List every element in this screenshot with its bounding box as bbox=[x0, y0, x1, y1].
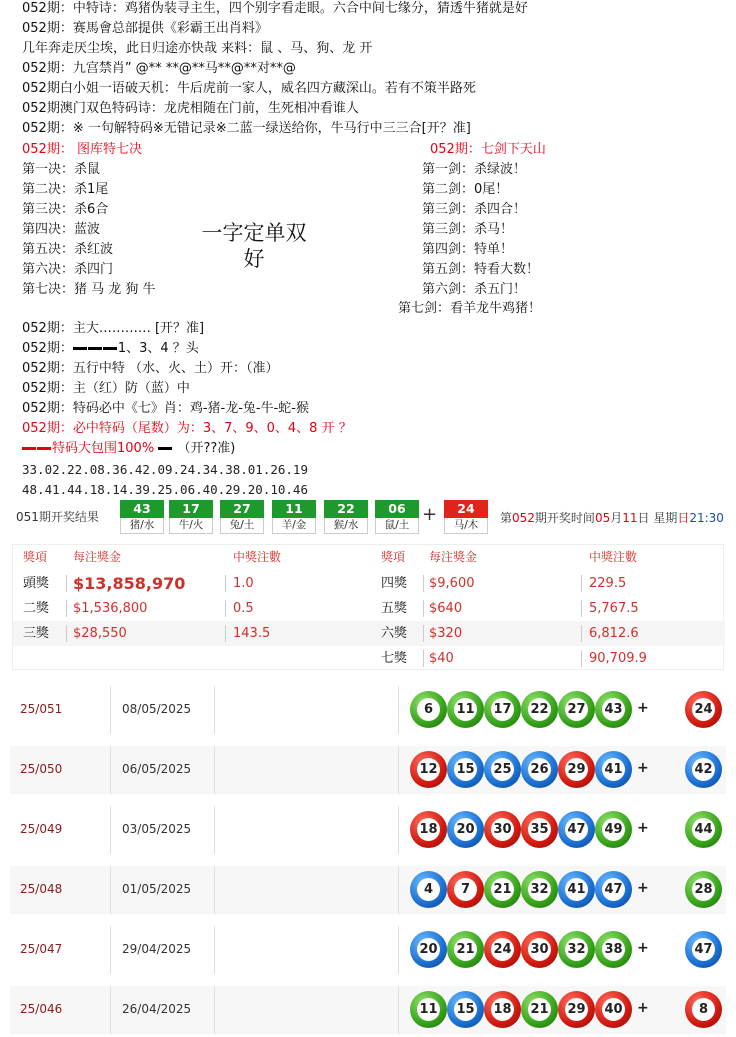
ball-number: 32 bbox=[528, 878, 551, 901]
divider bbox=[423, 625, 424, 642]
list-item: 第六剑：杀五门！ bbox=[422, 282, 527, 297]
list-item: 第三剑：杀四合！ bbox=[422, 202, 527, 217]
draw-date: 03/05/2025 bbox=[122, 822, 192, 836]
lottery-ball bbox=[521, 691, 558, 728]
ball-number: 18 bbox=[491, 998, 514, 1021]
ball-number: 49 bbox=[602, 818, 625, 841]
lottery-ball bbox=[558, 811, 595, 848]
ball-number: 44 bbox=[692, 818, 715, 841]
header-cell: 中獎注數 bbox=[589, 550, 638, 564]
draw-time: 21:30 bbox=[689, 511, 724, 525]
draw-id: 25/049 bbox=[20, 822, 63, 836]
cell: 90,709.9 bbox=[589, 651, 647, 666]
draw-date: 29/04/2025 bbox=[122, 942, 192, 956]
cell: $40 bbox=[429, 651, 454, 666]
ball-number: 11 bbox=[417, 998, 440, 1021]
list-item: 第一决：杀鼠 bbox=[22, 162, 101, 177]
cell: 五獎 bbox=[381, 601, 408, 616]
draw-weekday: 日 bbox=[677, 511, 690, 525]
history-row bbox=[10, 746, 726, 794]
prize-table bbox=[12, 544, 724, 670]
info-line: 052期澳门双色特码诗：龙虎相随在门前，生死相冲看谁人 bbox=[22, 101, 359, 116]
divider bbox=[214, 686, 215, 734]
history-row bbox=[10, 806, 726, 854]
cell: $320 bbox=[429, 626, 463, 641]
ball-zodiac: 马/木 bbox=[444, 518, 488, 534]
ball-number: 21 bbox=[491, 878, 514, 901]
ball-number: 6 bbox=[417, 698, 440, 721]
result-ball bbox=[324, 500, 368, 534]
right-list bbox=[422, 160, 539, 300]
ball-zodiac: 兔/土 bbox=[220, 518, 264, 534]
special-ball bbox=[685, 691, 722, 728]
info-text: 月 bbox=[610, 511, 623, 525]
ball-number: 21 bbox=[528, 998, 551, 1021]
baowei-tail: （开??准) bbox=[177, 441, 236, 456]
lottery-ball bbox=[410, 691, 447, 728]
list-item: 第六决：杀四门 bbox=[22, 262, 114, 277]
lottery-ball bbox=[558, 691, 595, 728]
info-line: 052期白小姐一语破天机：牛后虎前一家人，威名四方藏深山。若有不策半路死 bbox=[22, 81, 476, 96]
ball-number: 15 bbox=[454, 758, 477, 781]
info-line: 052期：※ 一句解特码※无错记录※二蓝一绿送给你，牛马行中三三合[开？准] bbox=[22, 121, 471, 136]
header-cell: 獎項 bbox=[23, 550, 48, 564]
list-item: 第二剑：0尾！ bbox=[422, 182, 509, 197]
draw-date: 01/05/2025 bbox=[122, 882, 192, 896]
cell: 四獎 bbox=[381, 576, 408, 591]
ball-number: 11 bbox=[454, 698, 477, 721]
ball-number: 22 bbox=[324, 500, 368, 518]
plus-sign: + bbox=[637, 820, 649, 836]
lottery-ball bbox=[595, 931, 632, 968]
table-header bbox=[13, 545, 725, 570]
info-text: 期开奖时间 bbox=[534, 511, 595, 525]
list-item: 第三剑：杀马！ bbox=[422, 222, 514, 237]
ball-number: 32 bbox=[565, 938, 588, 961]
draw-id: 25/050 bbox=[20, 762, 63, 776]
cell: $1,536,800 bbox=[73, 601, 148, 616]
cell: 頭獎 bbox=[23, 576, 50, 591]
ball-zodiac: 牛/火 bbox=[169, 518, 213, 534]
divider bbox=[110, 866, 111, 914]
list-item: 第五剑：特看大数！ bbox=[422, 262, 540, 277]
divider bbox=[214, 986, 215, 1034]
divider bbox=[66, 575, 67, 592]
lottery-ball bbox=[558, 751, 595, 788]
special-ball bbox=[685, 991, 722, 1028]
ball-number: 30 bbox=[491, 818, 514, 841]
left-title: 052期： 图库特七决 bbox=[22, 142, 142, 157]
lottery-ball bbox=[521, 871, 558, 908]
ball-number: 27 bbox=[565, 698, 588, 721]
lottery-ball bbox=[410, 811, 447, 848]
ball-number: 35 bbox=[528, 818, 551, 841]
special-ball bbox=[685, 871, 722, 908]
info-line bbox=[22, 340, 199, 358]
lottery-ball bbox=[595, 871, 632, 908]
ball-number: 24 bbox=[444, 500, 488, 518]
result-ball bbox=[375, 500, 419, 534]
red-bar-icon bbox=[37, 447, 51, 450]
divider bbox=[581, 600, 582, 617]
lottery-ball bbox=[410, 751, 447, 788]
info-line: 几年奔走厌尘埃，此日归途亦快哉 来料：鼠 、马、狗、龙 开 bbox=[22, 41, 373, 56]
divider bbox=[398, 746, 399, 794]
lottery-ball bbox=[447, 811, 484, 848]
bar-icon bbox=[103, 347, 117, 350]
draw-month: 05 bbox=[594, 511, 611, 525]
ball-number: 21 bbox=[454, 938, 477, 961]
divider bbox=[398, 986, 399, 1034]
ball-number: 06 bbox=[375, 500, 419, 518]
divider bbox=[214, 926, 215, 974]
ball-number: 15 bbox=[454, 998, 477, 1021]
result-ball bbox=[120, 500, 164, 534]
divider bbox=[214, 746, 215, 794]
history-row bbox=[10, 926, 726, 974]
draw-id: 25/051 bbox=[20, 702, 63, 716]
history-row bbox=[10, 986, 726, 1034]
lottery-ball bbox=[484, 991, 521, 1028]
draw-period: 052 bbox=[512, 511, 535, 525]
cell: 三獎 bbox=[23, 626, 50, 641]
divider bbox=[110, 686, 111, 734]
ball-number: 38 bbox=[602, 938, 625, 961]
lottery-ball bbox=[447, 931, 484, 968]
ball-number: 28 bbox=[692, 878, 715, 901]
special-ball bbox=[685, 751, 722, 788]
divider bbox=[214, 806, 215, 854]
special-ball bbox=[685, 811, 722, 848]
lottery-ball bbox=[447, 751, 484, 788]
draw-day: 11 bbox=[622, 511, 638, 525]
divider bbox=[423, 650, 424, 667]
special-ball bbox=[444, 500, 488, 534]
cell: 6,812.6 bbox=[589, 626, 639, 641]
lottery-ball bbox=[595, 691, 632, 728]
period-prefix: 052期： bbox=[22, 341, 73, 356]
cell: $13,858,970 bbox=[73, 574, 186, 593]
cell: 143.5 bbox=[233, 626, 271, 641]
cell: 1.0 bbox=[233, 576, 254, 591]
ball-zodiac: 羊/金 bbox=[272, 518, 316, 534]
plus-sign: + bbox=[637, 700, 649, 716]
ball-number: 29 bbox=[565, 758, 588, 781]
lottery-ball bbox=[410, 991, 447, 1028]
result-strip bbox=[12, 498, 724, 536]
lottery-ball bbox=[484, 751, 521, 788]
divider bbox=[214, 866, 215, 914]
ball-number: 29 bbox=[565, 998, 588, 1021]
draw-id: 25/047 bbox=[20, 942, 63, 956]
cell: $9,600 bbox=[429, 576, 475, 591]
lottery-ball bbox=[521, 991, 558, 1028]
poem-line: 052期：中特诗：鸡猪伪装寻主生，四个别字看走眼。六合中间七缘分，猜透牛猪就是好 bbox=[22, 1, 528, 16]
numbers-row: 48.41.44.18.14.39.25.06.40.29.20.10.46 bbox=[22, 482, 308, 497]
divider bbox=[110, 986, 111, 1034]
baowei-label: 特码大包围100% bbox=[52, 441, 155, 456]
info-line: 052期：特码必中《七》肖：鸡-猪-龙-兔-牛-蛇-猴 bbox=[22, 401, 309, 416]
ball-number: 8 bbox=[692, 998, 715, 1021]
divider bbox=[66, 625, 67, 642]
divider bbox=[581, 650, 582, 667]
bar-icon bbox=[158, 447, 172, 450]
info-line: 052期：五行中特 （水、火、土）开：（准） bbox=[22, 361, 279, 376]
ball-number: 24 bbox=[692, 698, 715, 721]
special-ball bbox=[685, 931, 722, 968]
ball-number: 18 bbox=[417, 818, 440, 841]
ball-number: 24 bbox=[491, 938, 514, 961]
cell: 二獎 bbox=[23, 601, 50, 616]
table-row bbox=[13, 646, 725, 671]
ball-number: 40 bbox=[602, 998, 625, 1021]
divider bbox=[110, 806, 111, 854]
header-cell: 每注獎金 bbox=[429, 550, 478, 564]
divider bbox=[423, 600, 424, 617]
lottery-ball bbox=[595, 811, 632, 848]
left-list bbox=[22, 160, 156, 300]
right-title: 052期：七剑下天山 bbox=[430, 142, 546, 157]
list-item: 第三决：杀6合 bbox=[22, 202, 109, 217]
list-item: 第四决：蓝波 bbox=[22, 222, 101, 237]
cell: 5,767.5 bbox=[589, 601, 639, 616]
cell: 0.5 bbox=[233, 601, 254, 616]
red-bar-icon bbox=[22, 447, 36, 450]
table-row bbox=[13, 596, 725, 621]
result-ball bbox=[220, 500, 264, 534]
cell: 六獎 bbox=[381, 626, 408, 641]
list-item: 第二决：杀1尾 bbox=[22, 182, 109, 197]
result-ball bbox=[169, 500, 213, 534]
draw-info bbox=[500, 509, 724, 526]
lottery-ball bbox=[484, 871, 521, 908]
bar-icon bbox=[73, 347, 87, 350]
ball-number: 30 bbox=[528, 938, 551, 961]
header-cell: 中獎注數 bbox=[233, 550, 282, 564]
ball-number: 41 bbox=[602, 758, 625, 781]
lottery-ball bbox=[558, 991, 595, 1028]
ball-number: 17 bbox=[169, 500, 213, 518]
lottery-ball bbox=[484, 931, 521, 968]
draw-date: 06/05/2025 bbox=[122, 762, 192, 776]
divider bbox=[398, 686, 399, 734]
history-row bbox=[10, 866, 726, 914]
ball-number: 17 bbox=[491, 698, 514, 721]
ball-number: 47 bbox=[692, 938, 715, 961]
lottery-ball bbox=[447, 871, 484, 908]
ball-zodiac: 猴/水 bbox=[324, 518, 368, 534]
lottery-ball bbox=[558, 871, 595, 908]
head-text: 1、3、4 ？头 bbox=[117, 341, 199, 356]
info-text: 第 bbox=[500, 511, 513, 525]
ball-number: 41 bbox=[565, 878, 588, 901]
bar-icon bbox=[88, 347, 102, 350]
red-line: 052期：必中特码（尾数）为：3、7、9、0、4、8 开 ？ bbox=[22, 421, 352, 436]
divider bbox=[110, 746, 111, 794]
ball-number: 7 bbox=[454, 878, 477, 901]
header-cell: 獎項 bbox=[381, 550, 406, 564]
divider bbox=[398, 866, 399, 914]
info-text: 日 星期 bbox=[637, 511, 678, 525]
divider bbox=[581, 625, 582, 642]
cell: 229.5 bbox=[589, 576, 627, 591]
divider bbox=[225, 625, 226, 642]
ball-number: 12 bbox=[417, 758, 440, 781]
result-label: 051期开奖结果 bbox=[16, 510, 99, 524]
ball-number: 22 bbox=[528, 698, 551, 721]
table-row bbox=[13, 621, 725, 646]
ball-number: 27 bbox=[220, 500, 264, 518]
center-big-text: 一字定单双 好 bbox=[201, 221, 307, 271]
lottery-ball bbox=[447, 991, 484, 1028]
list-item: 第四剑：特单！ bbox=[422, 242, 514, 257]
divider bbox=[225, 575, 226, 592]
table-row bbox=[13, 571, 725, 596]
draw-id: 25/046 bbox=[20, 1002, 63, 1016]
draw-id: 25/048 bbox=[20, 882, 63, 896]
ball-number: 43 bbox=[602, 698, 625, 721]
divider bbox=[225, 600, 226, 617]
ball-number: 42 bbox=[692, 758, 715, 781]
divider bbox=[423, 575, 424, 592]
lottery-ball bbox=[484, 691, 521, 728]
ball-number: 4 bbox=[417, 878, 440, 901]
header-cell: 每注獎金 bbox=[73, 550, 122, 564]
ball-number: 20 bbox=[417, 938, 440, 961]
ball-zodiac: 鼠/土 bbox=[375, 518, 419, 534]
result-ball bbox=[272, 500, 316, 534]
info-line: 052期：主（红）防（蓝）中 bbox=[22, 381, 190, 396]
divider bbox=[398, 926, 399, 974]
info-line: 052期：赛馬會总部提供《彩霸王出肖料》 bbox=[22, 21, 268, 36]
lottery-ball bbox=[595, 991, 632, 1028]
lottery-ball bbox=[484, 811, 521, 848]
list-item: 第七决：猪 马 龙 狗 牛 bbox=[22, 282, 156, 297]
lottery-ball bbox=[521, 811, 558, 848]
plus-sign: + bbox=[637, 880, 649, 896]
ball-number: 47 bbox=[602, 878, 625, 901]
ball-number: 20 bbox=[454, 818, 477, 841]
info-line: 052期：九宫禁肖” @** **@**马**@**对**@ bbox=[22, 61, 296, 76]
lottery-ball bbox=[447, 691, 484, 728]
lottery-ball bbox=[558, 931, 595, 968]
lottery-ball bbox=[521, 931, 558, 968]
divider bbox=[581, 575, 582, 592]
ball-number: 11 bbox=[272, 500, 316, 518]
lottery-ball bbox=[410, 931, 447, 968]
ball-number: 43 bbox=[120, 500, 164, 518]
divider bbox=[110, 926, 111, 974]
plus-sign: + bbox=[637, 760, 649, 776]
ball-zodiac: 猪/水 bbox=[120, 518, 164, 534]
plus-sign: + bbox=[637, 1000, 649, 1016]
list-item: 第一剑：杀绿波！ bbox=[422, 162, 527, 177]
list-item: 第七剑：看羊龙牛鸡猪！ bbox=[398, 301, 542, 316]
info-line: 052期：主大………… [开？准] bbox=[22, 321, 205, 336]
lottery-ball bbox=[521, 751, 558, 788]
plus-sign: + bbox=[637, 940, 649, 956]
history-row bbox=[10, 686, 726, 734]
baowei-line bbox=[22, 440, 235, 458]
ball-number: 47 bbox=[565, 818, 588, 841]
numbers-row: 33.02.22.08.36.42.09.24.34.38.01.26.19 bbox=[22, 462, 308, 477]
ball-number: 25 bbox=[491, 758, 514, 781]
cell: $640 bbox=[429, 601, 463, 616]
divider bbox=[398, 806, 399, 854]
draw-date: 08/05/2025 bbox=[122, 702, 192, 716]
lottery-ball bbox=[595, 751, 632, 788]
cell: $28,550 bbox=[73, 626, 127, 641]
divider bbox=[66, 600, 67, 617]
list-item: 第五决：杀红波 bbox=[22, 242, 114, 257]
cell: 七獎 bbox=[381, 651, 408, 666]
ball-number: 26 bbox=[528, 758, 551, 781]
lottery-ball bbox=[410, 871, 447, 908]
draw-date: 26/04/2025 bbox=[122, 1002, 192, 1016]
plus-sign: + bbox=[422, 504, 438, 525]
